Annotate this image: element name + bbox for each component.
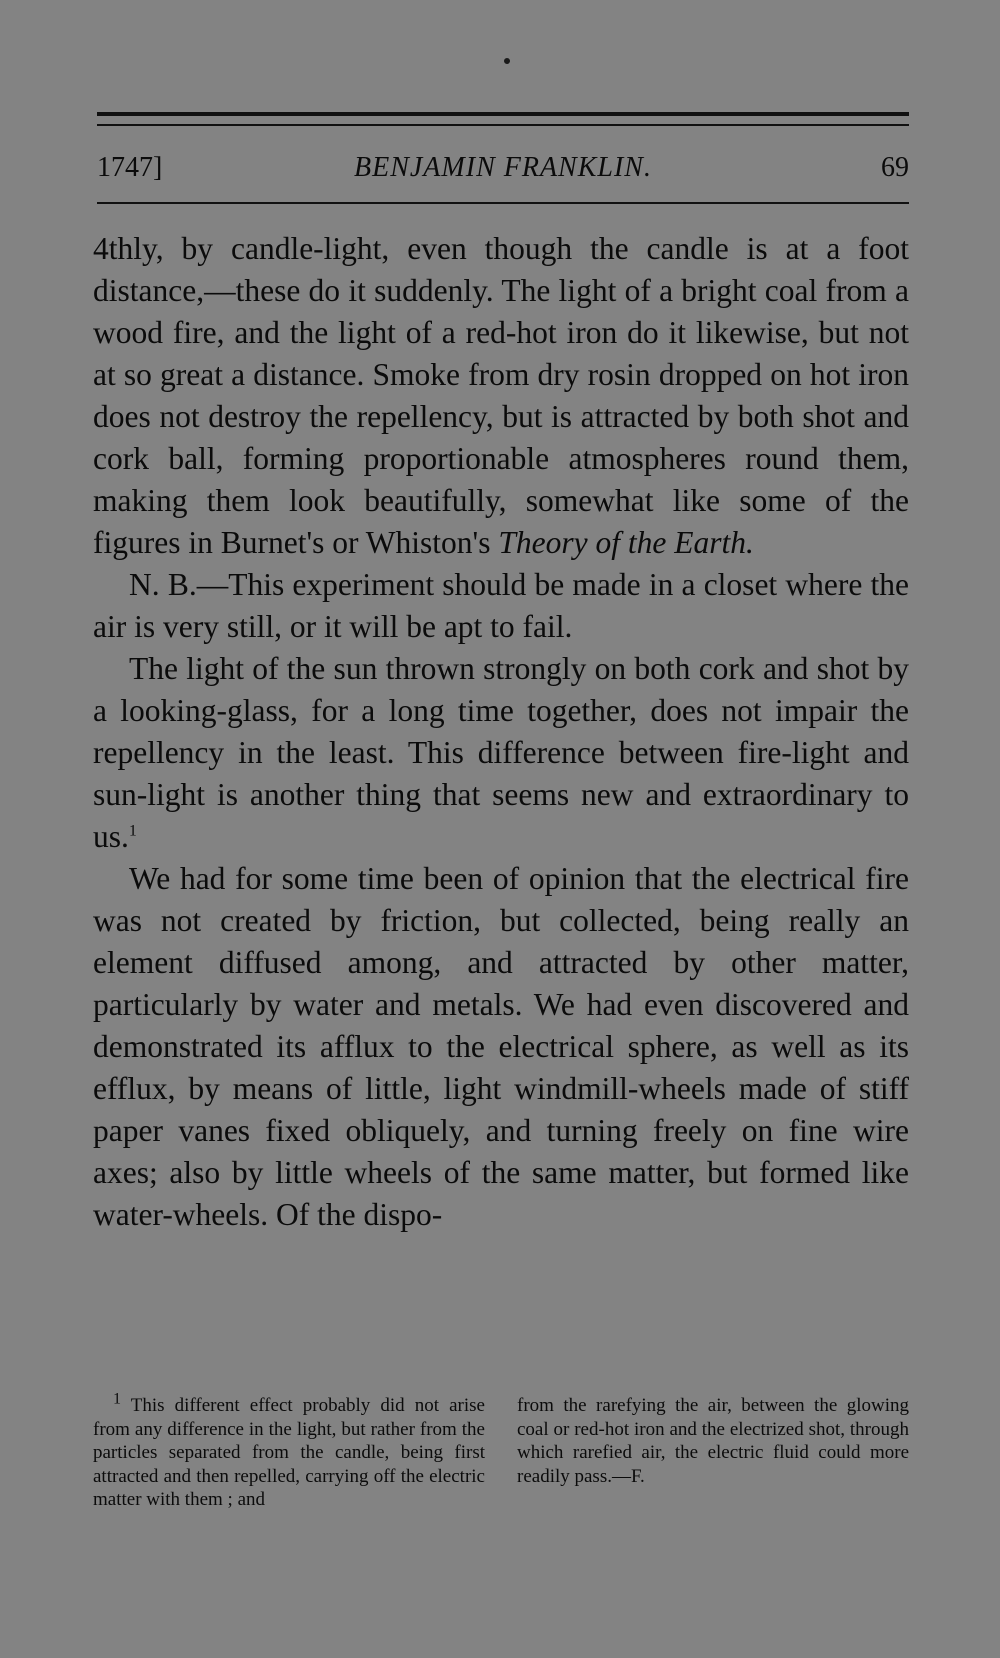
running-head: [97, 148, 909, 188]
footnote-left-column: [93, 1390, 485, 1512]
paragraph-3-text: The light of the sun thrown strongly on both cork and shot by a looking-glass, for a long time together, does not impair the repellency in the least. This difference between fire-light and sun-light is another thing that seems new and extraordinary to us.: [93, 651, 909, 854]
body-text: [93, 228, 909, 1236]
paragraph-2: N. B.—This experiment should be made in a closet where the air is very still, or it will be apt to fail.: [93, 567, 909, 644]
header-underline: [97, 202, 909, 204]
paragraph-4: We had for some time been of opinion that the electrical fire was not created by friction, but collected, being really an element diffused among, and attracted by other matter, particularly by water and metals. We had even discovered and demonstrated its afflux to the electrical sphere, as well as its efflux, by means of little, light windmill-wheels made of stiff paper vanes fixed obliquely, and turning freely on fine wire axes; also by little wheels of the same matter, but formed like water-wheels. Of the dispo-: [93, 861, 909, 1232]
footnote-block: [93, 1390, 909, 1512]
ink-speck: [504, 58, 510, 64]
footnote-reference: 1: [128, 822, 137, 840]
running-head-year: 1747]: [97, 152, 163, 183]
paragraph-3: [93, 648, 909, 858]
footnote-marker: 1: [113, 1390, 121, 1408]
running-head-title: BENJAMIN FRANKLIN.: [354, 152, 652, 183]
footnote-right-column: [517, 1394, 909, 1512]
book-title-italic: Theory of the Earth.: [498, 525, 754, 560]
header-rule-thick: [97, 112, 909, 116]
paragraph-1: [93, 228, 909, 564]
page-number: 69: [881, 152, 909, 183]
paragraph-1-text: 4thly, by candle-light, even though the candle is at a foot distance,—these do it suddenly. The light of a bright coal from a wood fire, and the light of a red-hot iron do it likewise, but not at so great a distance. Smoke from dry rosin dropped on hot iron does not destroy the repellency, but is attracted by both shot and cork ball, forming proportionable atmospheres round them, making them look beautifully, somewhat like some of the figures in Burnet's or Whiston's: [93, 231, 909, 560]
header-rule-thin: [97, 124, 909, 126]
footnote-right-text: from the rarefying the air, between the glowing coal or red-hot iron and the electrized shot, through which rarefied air, the electric fluid could more readily pass.—F.: [517, 1395, 909, 1487]
footnote-left-text: This different effect probably did not arise from any difference in the light, but rather from the particles separated from the candle, being first attracted and then repelled, carrying off the electric matter with them ; and: [93, 1395, 485, 1510]
